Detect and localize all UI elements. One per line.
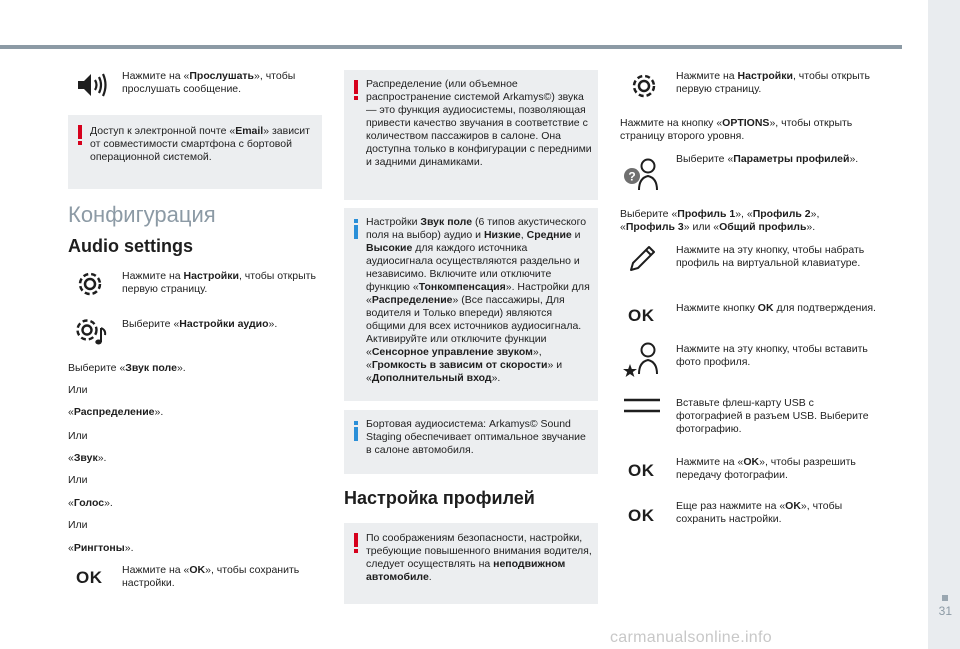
settings-instruction: Нажмите на Настройки, чтобы открыть первую страницу. <box>122 270 316 295</box>
allow-photo-instruction: Нажмите на «OK», чтобы разрешить передачу фотографии. <box>676 456 856 481</box>
options-instruction: Нажмите на кнопку «OPTIONS», чтобы открыть страницу второго уровня. <box>620 117 853 142</box>
arkamys-note: Бортовая аудиосистема: Arkamys© Sound Staging обеспечивает оптимальное звучание в салоне автомобиля. <box>366 418 586 456</box>
save-instruction: Нажмите на «OK», чтобы сохранить настройки. <box>122 564 300 589</box>
watermark: carmanualsonline.info <box>610 629 772 646</box>
option-voice: «Голос». <box>68 497 113 509</box>
section-title: Конфигурация <box>68 202 216 227</box>
warning-icon <box>354 80 358 100</box>
profiles-title: Настройка профилей <box>344 488 535 508</box>
choose-profile-instruction: Выберите «Профиль 1», «Профиль 2», «Профиль 3» или «Общий профиль». <box>620 208 820 233</box>
profile-photo-icon <box>622 340 662 380</box>
gear-icon <box>630 72 658 100</box>
ok-button-icon: OK <box>628 506 655 525</box>
ok-button-icon: OK <box>76 568 103 587</box>
audio-settings-instruction: Выберите «Настройки аудио». <box>122 318 278 330</box>
ok-button-icon: OK <box>628 461 655 480</box>
listen-instruction: Нажмите на «Прослушать», чтобы прослушать сообщение. <box>122 70 296 95</box>
photo-instruction: Нажмите на эту кнопку, чтобы вставить фото профиля. <box>676 343 868 368</box>
edit-profile-instruction: Нажмите на эту кнопку, чтобы набрать профиль на виртуальной клавиатуре. <box>676 244 865 269</box>
warning-icon <box>78 125 82 145</box>
save-again-instruction: Еще раз нажмите на «OK», чтобы сохранить настройки. <box>676 500 843 525</box>
profile-settings-icon <box>622 156 662 192</box>
page-number: 31 <box>938 604 952 618</box>
info-icon <box>354 421 358 441</box>
distribution-note: Распределение (или объемное распространение системой Arkamys©) звука — это функция аудиосистемы, позволяющая привести качество звучания в соответствие с количеством пассажиров в салоне. Она доступна только в конфигурации с передними и задними динамиками. <box>366 78 592 168</box>
usb-stick-icon <box>622 396 662 416</box>
page-marker <box>942 595 948 601</box>
info-icon <box>354 219 358 239</box>
pencil-icon <box>626 243 658 275</box>
speaker-icon <box>76 70 108 100</box>
or-label: Или <box>68 430 88 442</box>
usb-instruction: Вставьте флеш-карту USB с фотографией в разъем USB. Выберите фотографию. <box>676 397 869 435</box>
sound-settings-note: Настройки Звук поле (6 типов акустического поля на выбор) аудио и Низкие, Средние и Высокие для каждого источника аудиосигнала осуществляются раздельно и независимо. Включите или отключите функцию «Тонкомпенсация». Настройки для «Распределение» (Все пассажиры, Для водителя и Только впереди) являются общими для всех источников аудиосигнала. Активируйте или отключите функции «Сенсорное управление звуком», «Громкость в зависим от скорости» и «Дополнительный вход». <box>366 216 590 384</box>
audio-settings-title: Audio settings <box>68 236 193 256</box>
or-label: Или <box>68 384 88 396</box>
or-label: Или <box>68 519 88 531</box>
option-distribution: «Распределение». <box>68 406 164 418</box>
choose-sound-field: Выберите «Звук поле». <box>68 362 186 374</box>
top-rule <box>0 45 902 49</box>
audio-settings-icon <box>74 316 110 348</box>
email-note: Доступ к электронной почте «Email» зависит от совместимости смартфона с бортовой операционной системой. <box>90 125 310 163</box>
settings-instruction: Нажмите на Настройки, чтобы открыть первую страницу. <box>676 70 870 95</box>
ok-button-icon: OK <box>628 306 655 325</box>
safety-note: По соображениям безопасности, настройки, требующие повышенного внимания водителя, следует осуществлять на неподвижном автомобиле. <box>366 532 592 583</box>
confirm-instruction: Нажмите кнопку OK для подтверждения. <box>676 302 876 314</box>
option-ringtones: «Рингтоны». <box>68 542 134 554</box>
profile-parameters-instruction: Выберите «Параметры профилей». <box>676 153 859 165</box>
side-band <box>928 0 960 649</box>
or-label: Или <box>68 474 88 486</box>
svg-text:?: ? <box>628 169 636 184</box>
gear-icon <box>76 270 104 298</box>
option-sound: «Звук». <box>68 452 107 464</box>
warning-icon <box>354 533 358 553</box>
